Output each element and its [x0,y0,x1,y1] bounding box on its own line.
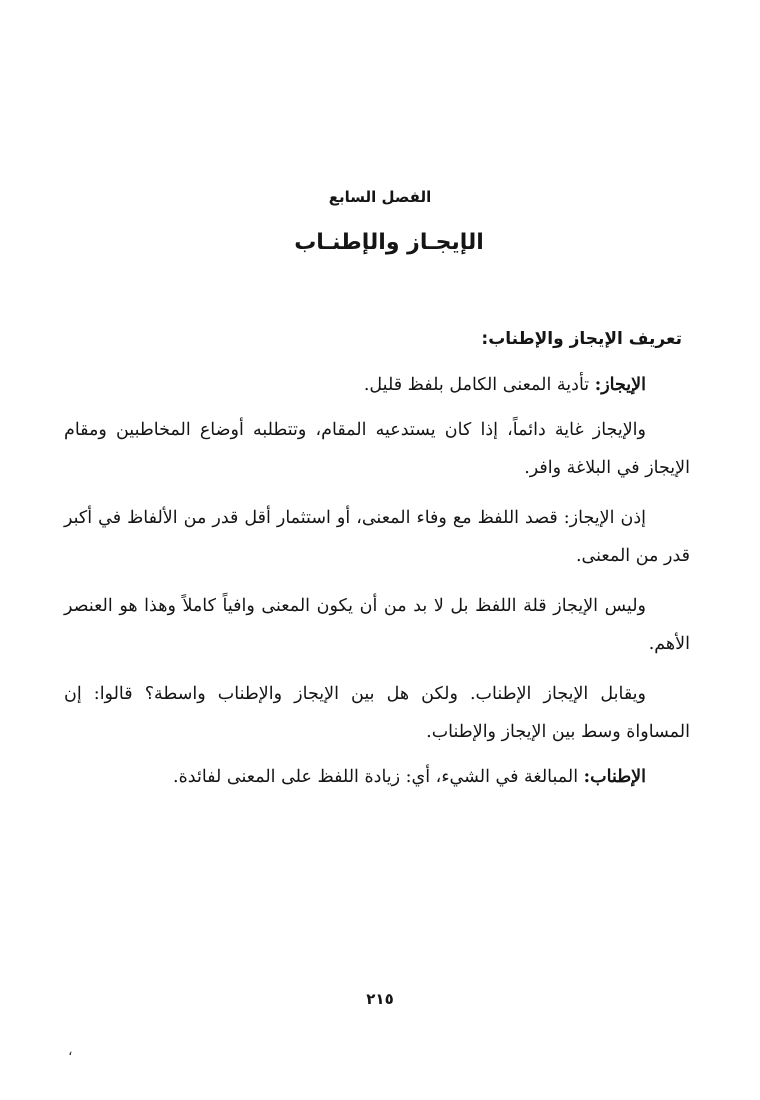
paragraph-text: تأدية المعنى الكامل بلفظ قليل. [363,375,595,395]
section-heading: تعريف الإيجاز والإطناب: [481,329,682,349]
chapter-title: الإيجـاز والإطنـاب [294,230,484,255]
term-label: الإيجاز: [594,375,646,395]
page-number: ٢١٥ [366,990,394,1008]
paragraph-text: إذن الإيجاز: قصد اللفظ مع وفاء المعنى، أو استثمار أقل قدر من الألفاظ في أكبر قدر من المعنى. [64,508,690,566]
paragraph [64,587,690,663]
paragraph-text: ويقابل الإيجاز الإطناب. ولكن هل بين الإيجاز والإطناب واسطة؟ قالوا: إن المساواة وسط بين الإيجاز والإطناب. [64,684,690,742]
paragraph-text: والإيجاز غاية دائماً، إذا كان يستدعيه المقام، وتتطلبه أوضاع المخاطبين ومقام الإيجاز في البلاغة وافر. [64,420,690,478]
chapter-label: الفصل السابع [328,188,432,206]
paragraph [64,499,690,575]
paragraph-text: المبالغة في الشيء، أي: زيادة اللفظ على المعنى لفائدة. [173,767,584,787]
paragraph [64,675,690,751]
body-text [64,366,690,808]
scan-mark: ، [68,1043,73,1059]
paragraph-definition-itnab [64,758,690,796]
term-label: الإطناب: [583,767,646,787]
paragraph-text: وليس الإيجاز قلة اللفظ بل لا بد من أن يكون المعنى وافياً كاملاً وهذا هو العنصر الأهم. [64,596,690,654]
paragraph-definition-ijaz [64,366,690,404]
paragraph [64,411,690,487]
